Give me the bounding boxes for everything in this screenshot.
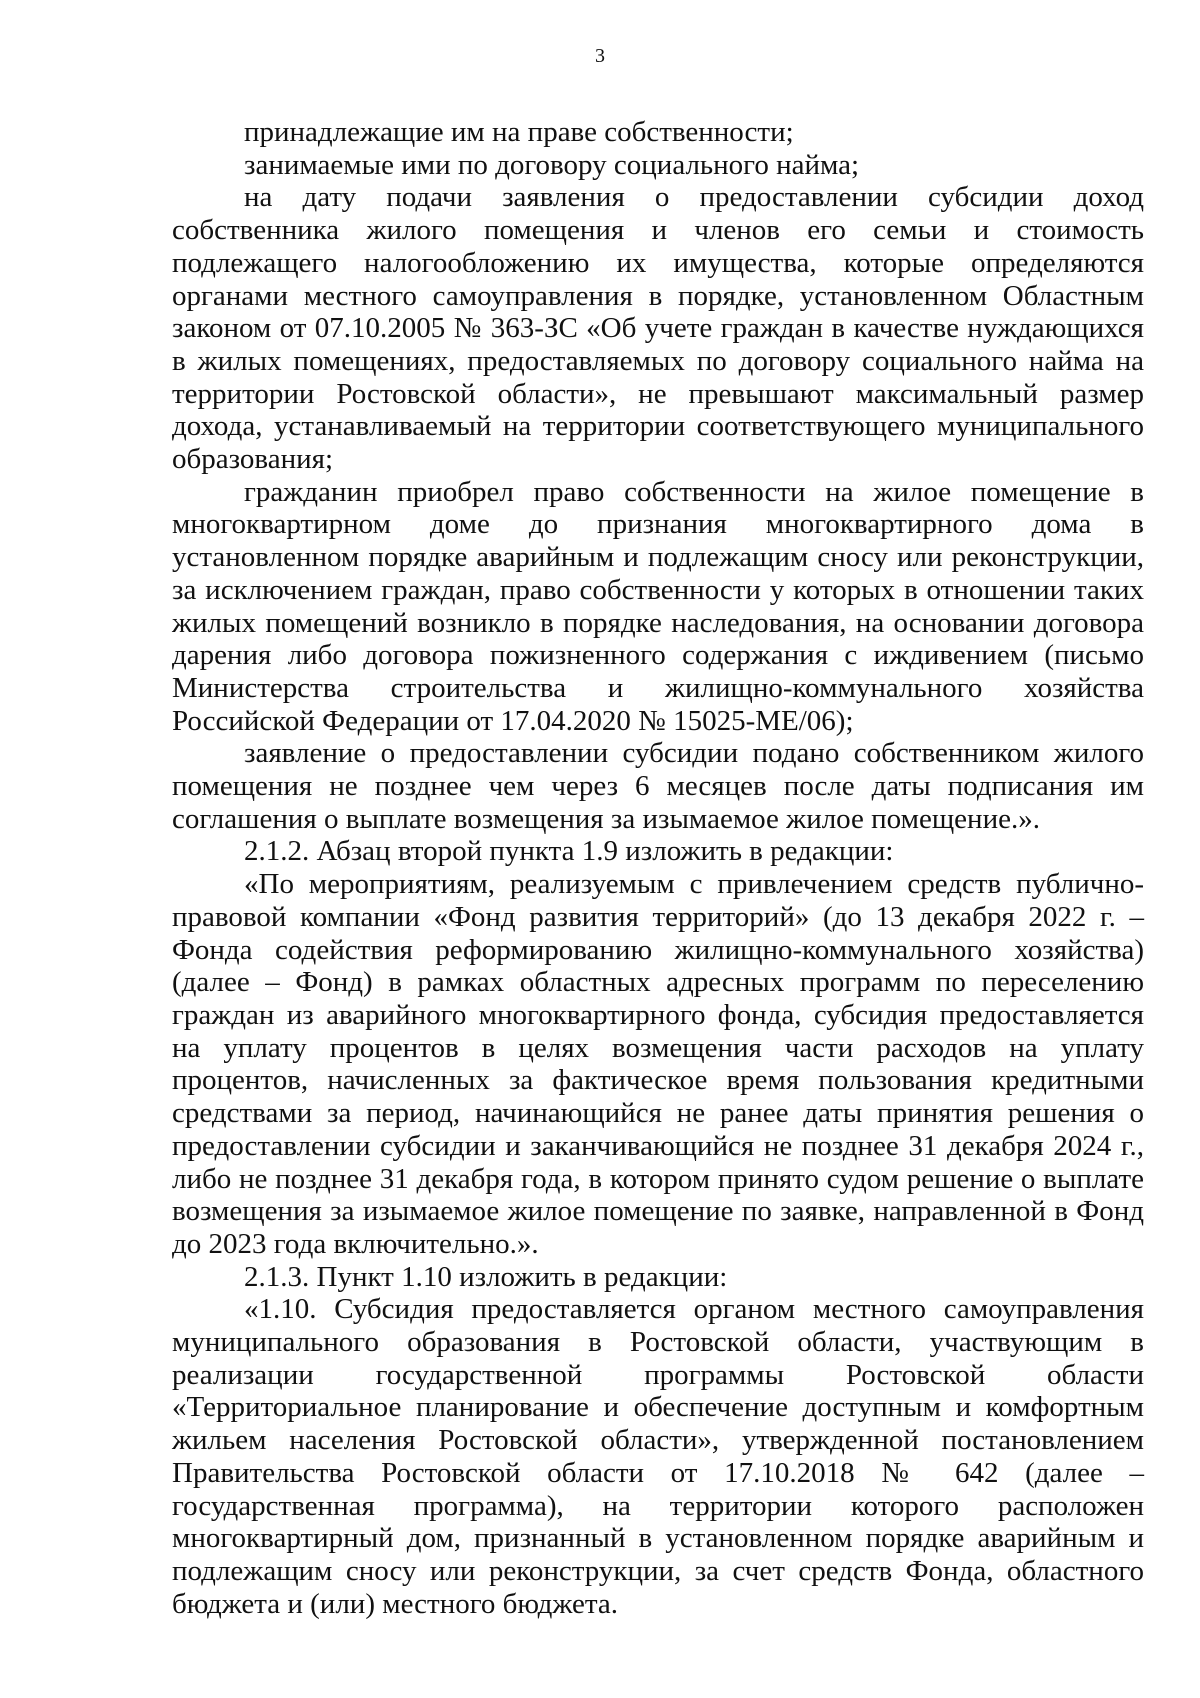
paragraph-income-condition: на дату подачи заявления о предоставлении субсидии доход собственника жилого помещения и членов его семьи и стоимость подлежащего налогообложению их имущества, которые определяются органами местного самоуправления в порядке, установленном Областным законом от 07.10.2005 № 363-ЗС «Об учете граждан в качестве нуждающихся в жилых помещениях, предоставляемых по договору социального найма на территории Ростовской области», не превышают максимальный размер дохода, устанавливаемый на территории соответствующего муниципального образования; — [172, 181, 1144, 476]
paragraph-owned-property: принадлежащие им на праве собственности; — [244, 116, 794, 148]
document-body — [172, 116, 1144, 1620]
paragraph-section-2-1-3: 2.1.3. Пункт 1.10 изложить в редакции: — [244, 1260, 728, 1293]
paragraph-ownership-condition: гражданин приобрел право собственности на жилое помещение в многоквартирном доме до признания многоквартирного дома в установленном порядке аварийным и подлежащим сносу или реконструкции, за исключением граждан, право собственности у которых в отношении таких жилых помещений возникло в порядке наследования, на основании договора дарения либо договора пожизненного содержания с иждивением (письмо Министерства строительства и жилищно-коммунального хозяйства Российской Федерации от 17.04.2020 № 15025-МЕ/06); — [172, 475, 1144, 737]
paragraph-social-rent: занимаемые ими по договору социального найма; — [244, 148, 860, 181]
paragraph-fund-measures: «По мероприятиям, реализуемым с привлечением средств публично-правовой компании «Фонд развития территорий» (до 13 декабря 2022 г. – Фонда содействия реформированию жилищно-коммунального хозяйства) (далее – Фонд) в рамках областных адресных программ по переселению граждан из аварийного многоквартирного фонда, субсидия предоставляется на уплату процентов в целях возмещения части расходов на уплату процентов, начисленных за фактическое время пользования кредитными средствами за период, начинающийся не ранее даты принятия решения о предоставлении субсидии и заканчивающийся не позднее 31 декабря 2024 г., либо не позднее 31 декабря года, в котором принято судом решение о выплате возмещения за изымаемое жилое помещение по заявке, направленной в Фонд до 2023 года включительно.». — [172, 868, 1144, 1260]
paragraph-item-1-10: «1.10. Субсидия предоставляется органом местного самоуправления муниципального образования в Ростовской области, участвующим в реализации государственной программы Ростовской области «Территориальное планирование и обеспечение доступным и комфортным жильем населения Ростовской области», утвержденной постановлением Правительства Ростовской области от 17.10.2018 № 642 (далее – государственная программа), на территории которого расположен многоквартирный дом, признанный в установленном порядке аварийным и подлежащим сносу или реконструкции, за счет средств Фонда, областного бюджета и (или) местного бюджета. — [172, 1293, 1144, 1620]
paragraph-application-deadline: заявление о предоставлении субсидии подано собственником жилого помещения не позднее чем через 6 месяцев после даты подписания им соглашения о выплате возмещения за изымаемое жилое помещение.». — [172, 737, 1144, 835]
paragraph-section-2-1-2: 2.1.2. Абзац второй пункта 1.9 изложить в редакции: — [244, 835, 894, 868]
page-number: 3 — [595, 45, 605, 67]
